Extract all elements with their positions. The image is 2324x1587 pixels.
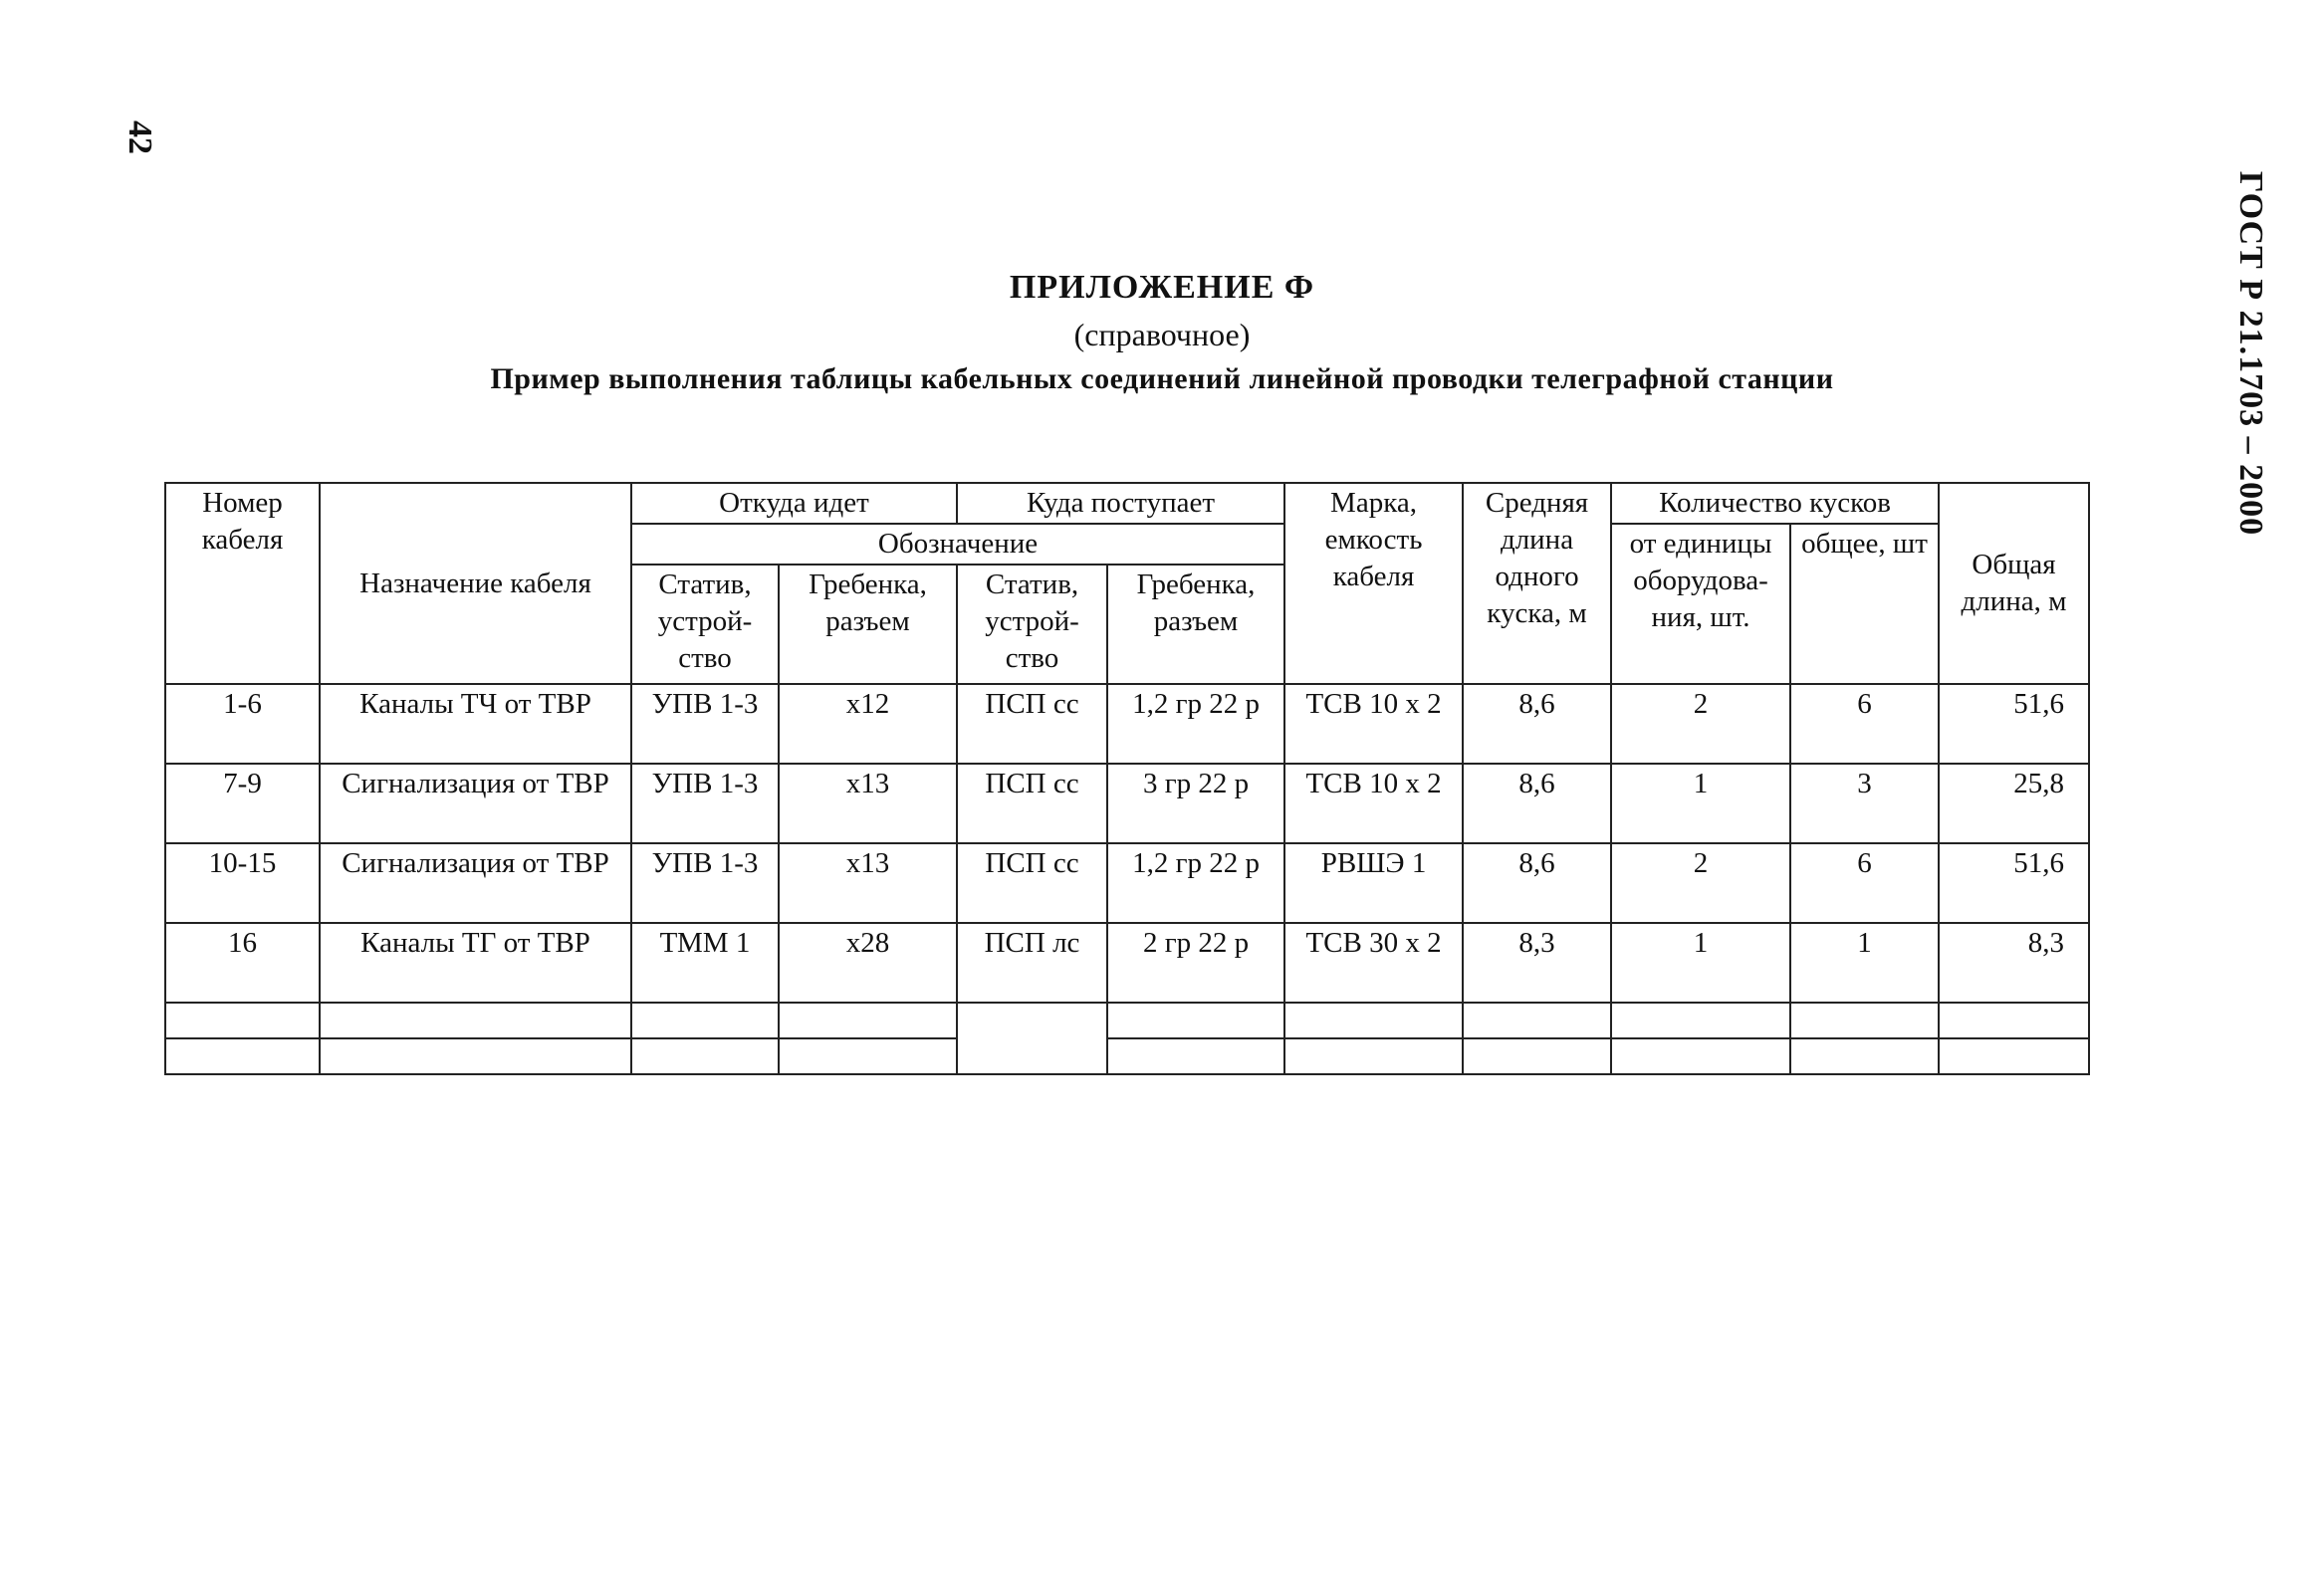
empty-cell bbox=[1107, 1038, 1284, 1074]
table-row bbox=[165, 843, 2089, 923]
cell-to-comb: 3 гр 22 р bbox=[1107, 764, 1284, 843]
cell-from-comb: х12 bbox=[779, 684, 957, 764]
header-to: Куда поступает bbox=[957, 483, 1284, 524]
cell-to-rack: ПСП сс bbox=[957, 764, 1107, 843]
header-from-rack: Статив, устрой-ство bbox=[631, 565, 779, 684]
cell-total-pieces: 1 bbox=[1790, 923, 1939, 1003]
cell-from-rack: ТММ 1 bbox=[631, 923, 779, 1003]
appendix-subtitle: (справочное) bbox=[1073, 317, 1251, 352]
empty-cell bbox=[1463, 1038, 1611, 1074]
header-purpose: Назначение кабеля bbox=[320, 483, 631, 684]
cell-avg-length: 8,3 bbox=[1463, 923, 1611, 1003]
cell-purpose: Сигнализация от ТВР bbox=[320, 843, 631, 923]
cell-number: 1-6 bbox=[165, 684, 320, 764]
empty-cell bbox=[631, 1038, 779, 1074]
empty-cell bbox=[1284, 1038, 1463, 1074]
empty-row bbox=[165, 1038, 2089, 1074]
table-row bbox=[165, 764, 2089, 843]
empty-cell bbox=[957, 1003, 1107, 1074]
cell-to-rack: ПСП лс bbox=[957, 923, 1107, 1003]
empty-cell bbox=[1107, 1003, 1284, 1038]
appendix-title: ПРИЛОЖЕНИЕ Ф bbox=[1009, 269, 1315, 306]
empty-cell bbox=[165, 1003, 320, 1038]
cell-per-unit: 2 bbox=[1611, 843, 1790, 923]
cell-brand: ТСВ 10 х 2 bbox=[1284, 684, 1463, 764]
header-to-comb: Гребенка, разъем bbox=[1107, 565, 1284, 684]
header-total-pieces: общее, шт bbox=[1790, 524, 1939, 684]
cell-total-length: 51,6 bbox=[1939, 843, 2089, 923]
cell-total-length: 51,6 bbox=[1939, 684, 2089, 764]
cell-avg-length: 8,6 bbox=[1463, 684, 1611, 764]
cell-total-length: 25,8 bbox=[1939, 764, 2089, 843]
header-designation: Обозначение bbox=[631, 524, 1284, 565]
header-brand: Марка, емкость кабеля bbox=[1284, 483, 1463, 684]
cell-from-comb: х13 bbox=[779, 764, 957, 843]
appendix-description: Пример выполнения таблицы кабельных соединений линейной проводки телеграфной станции bbox=[490, 362, 1834, 395]
empty-cell bbox=[320, 1038, 631, 1074]
cell-from-comb: х13 bbox=[779, 843, 957, 923]
header-per-unit: от единицы оборудова-ния, шт. bbox=[1611, 524, 1790, 684]
cell-from-comb: х28 bbox=[779, 923, 957, 1003]
empty-cell bbox=[779, 1003, 957, 1038]
cell-number: 7-9 bbox=[165, 764, 320, 843]
cell-to-rack: ПСП сс bbox=[957, 843, 1107, 923]
cell-purpose: Сигнализация от ТВР bbox=[320, 764, 631, 843]
empty-cell bbox=[1463, 1003, 1611, 1038]
standard-designation: ГОСТ Р 21.1703 – 2000 bbox=[2232, 170, 2269, 537]
cell-per-unit: 1 bbox=[1611, 923, 1790, 1003]
empty-cell bbox=[1284, 1003, 1463, 1038]
header-pieces-count: Количество кусков bbox=[1611, 483, 1939, 524]
empty-cell bbox=[779, 1038, 957, 1074]
page-number: 42 bbox=[121, 120, 158, 154]
empty-cell bbox=[631, 1003, 779, 1038]
empty-cell bbox=[1790, 1038, 1939, 1074]
empty-cell bbox=[320, 1003, 631, 1038]
cell-to-comb: 1,2 гр 22 р bbox=[1107, 843, 1284, 923]
table-row bbox=[165, 684, 2089, 764]
cell-purpose: Каналы ТЧ от ТВР bbox=[320, 684, 631, 764]
cable-connections-table bbox=[164, 482, 2090, 1075]
empty-cell bbox=[1939, 1003, 2089, 1038]
cell-brand: ТСВ 30 х 2 bbox=[1284, 923, 1463, 1003]
cell-brand: ТСВ 10 х 2 bbox=[1284, 764, 1463, 843]
header-from: Откуда идет bbox=[631, 483, 957, 524]
cell-to-comb: 2 гр 22 р bbox=[1107, 923, 1284, 1003]
header-row-1 bbox=[165, 483, 2089, 524]
cell-avg-length: 8,6 bbox=[1463, 843, 1611, 923]
header-from-comb: Гребенка, разъем bbox=[779, 565, 957, 684]
cell-purpose: Каналы ТГ от ТВР bbox=[320, 923, 631, 1003]
cell-brand: РВШЭ 1 bbox=[1284, 843, 1463, 923]
cell-from-rack: УПВ 1-3 bbox=[631, 843, 779, 923]
cell-per-unit: 1 bbox=[1611, 764, 1790, 843]
cell-number: 10-15 bbox=[165, 843, 320, 923]
header-avg-length: Средняя длина одного куска, м bbox=[1463, 483, 1611, 684]
empty-cell bbox=[1611, 1003, 1790, 1038]
empty-cell bbox=[165, 1038, 320, 1074]
empty-cell bbox=[1611, 1038, 1790, 1074]
cell-total-length: 8,3 bbox=[1939, 923, 2089, 1003]
header-cable-number: Номер кабеля bbox=[165, 483, 320, 684]
header-to-rack: Статив, устрой-ство bbox=[957, 565, 1107, 684]
empty-cell bbox=[1790, 1003, 1939, 1038]
cell-total-pieces: 3 bbox=[1790, 764, 1939, 843]
cell-total-pieces: 6 bbox=[1790, 843, 1939, 923]
cell-per-unit: 2 bbox=[1611, 684, 1790, 764]
cell-total-pieces: 6 bbox=[1790, 684, 1939, 764]
cell-to-rack: ПСП сс bbox=[957, 684, 1107, 764]
cell-to-comb: 1,2 гр 22 р bbox=[1107, 684, 1284, 764]
cell-from-rack: УПВ 1-3 bbox=[631, 764, 779, 843]
header-total-length: Общая длина, м bbox=[1939, 483, 2089, 684]
cell-avg-length: 8,6 bbox=[1463, 764, 1611, 843]
cell-from-rack: УПВ 1-3 bbox=[631, 684, 779, 764]
cell-number: 16 bbox=[165, 923, 320, 1003]
table-row bbox=[165, 923, 2089, 1003]
empty-row bbox=[165, 1003, 2089, 1038]
empty-cell bbox=[1939, 1038, 2089, 1074]
